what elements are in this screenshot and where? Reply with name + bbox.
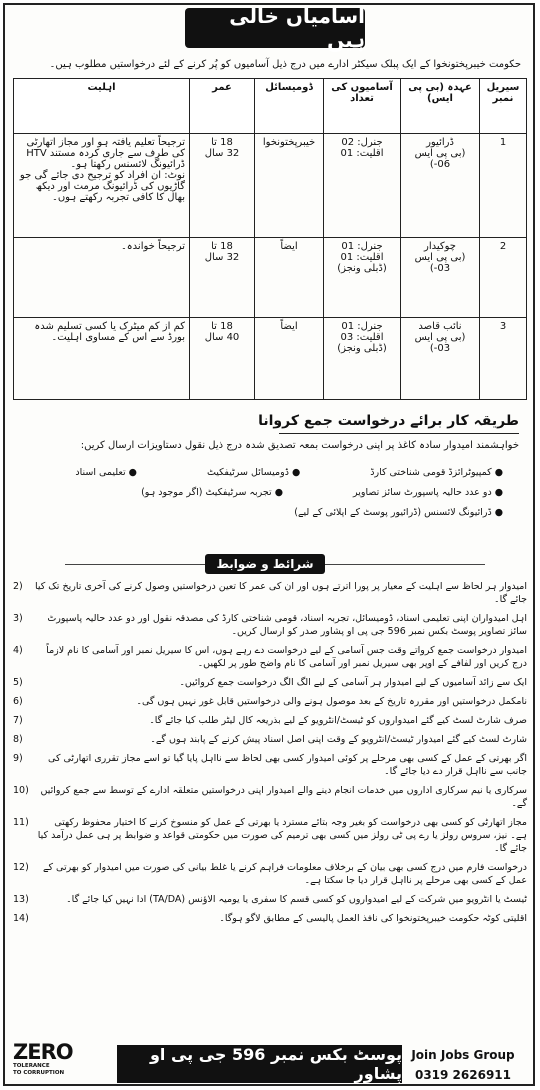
rule-text: امیدوار ہر لحاظ سے اہلیت کے معیار پر پورا اترتے ہوں اور ان کی عمر کا تعین درخواستیں وصول کرنے کی آخری تاریخ تک کیا جائے گا۔: [34, 581, 527, 605]
rule-item: [13, 676, 527, 689]
rule-item: [13, 714, 527, 727]
cell-serial: 1: [480, 134, 527, 238]
rule-number: 5): [13, 677, 23, 688]
rule-number: 7): [13, 715, 23, 726]
cell-vacancies: جنرل: 02 اقلیت: 01: [324, 134, 401, 238]
rule-item: [13, 861, 527, 887]
rule-number: 9): [13, 753, 23, 764]
header-domicile: ڈومیسائل: [255, 79, 324, 134]
cell-vacancies: جنرل: 01 اقلیت: 01 (ڈبلی ونجز): [324, 238, 401, 318]
cell-age: 18 تا 32 سال: [190, 134, 255, 238]
header-post: عہدہ (بی پی ایس): [401, 79, 480, 134]
cell-qualification: ترجیحاً خواندہ۔: [14, 238, 190, 318]
rule-item: [13, 912, 527, 925]
conditions-heading: شرائط و ضوابط: [205, 554, 325, 574]
table-header-row: [14, 79, 527, 134]
document-item: ● ڈرائیونگ لائسنس (ڈرائیور پوسٹ کے اپلائی کے لیے): [294, 507, 503, 518]
intro-text: حکومت خیبرپختونخوا کے ایک پبلک سیکٹر ادارے میں درج ذیل آسامیوں کو پُر کرنے کے لئے درخواستیں مطلوب ہیں۔: [49, 59, 521, 70]
rule-text: شارٹ لسٹ کیے گئے امیدوار ٹیسٹ/انٹرویو کے وقت اپنی اصل اسناد پیش کرنے کے پابند ہوں گے۔: [150, 734, 527, 745]
rule-number: 14): [13, 913, 29, 924]
page-title: آسامیاں خالی ہیں: [185, 8, 365, 48]
rule-item: [13, 752, 527, 778]
vacancies-table: [13, 78, 527, 400]
header-serial: سیریل نمبر: [480, 79, 527, 134]
cell-post: نائب قاصد (بی پی ایس 03-): [401, 318, 480, 400]
rule-item: [13, 612, 527, 638]
rule-number: 8): [13, 734, 23, 745]
rule-text: اگر بھرتی کے عمل کے کسی بھی مرحلے پر کوئی امیدوار کسی بھی لحاظ سے نااہل پایا گیا تو اسے مجاز تقرری اتھارٹی کی جانب سے نااہل قرار دے دیا جائے گا۔: [48, 753, 527, 777]
rule-text: سرکاری یا نیم سرکاری اداروں میں خدمات انجام دینے والے امیدوار اپنی درخواستیں متعلقہ ادارے کے توسط سے جمع کروائیں گے۔: [40, 785, 527, 809]
join-group-name: Join Jobs Group: [411, 1048, 515, 1062]
rule-item: [13, 580, 527, 606]
rule-item: [13, 784, 527, 810]
table-row: [14, 238, 527, 318]
header-qualification: اہلیت: [14, 79, 190, 134]
rule-text: اقلیتی کوٹہ حکومت خیبرپختونخوا کی نافذ العمل پالیسی کے مطابق لاگو ہوگا۔: [219, 913, 527, 924]
cell-qualification: کم از کم میٹرک یا کسی تسلیم شدہ بورڈ سے اس کے مساوی اہلیت۔: [14, 318, 190, 400]
rule-text: ایک سے زائد آسامیوں کے لیے امیدوار ہر آسامی کے لیے الگ الگ درخواست جمع کروائیں۔: [179, 677, 527, 688]
heading-underline: [279, 433, 519, 434]
rule-text: صرف شارٹ لسٹ کیے گئے امیدواروں کو ٹیسٹ/انٹرویو کے لیے بذریعہ کال لیٹر طلب کیا جائے گا۔: [149, 715, 527, 726]
join-group: [399, 1045, 527, 1085]
cell-serial: 2: [480, 238, 527, 318]
rule-text: امیدوار درخواست جمع کرواتے وقت جس آسامی کے لیے درخواست دے رہے ہوں، اس کا سیریل نمبر اور آسامی کا نام لازماً درج کریں اور لفافے کے اوپر بھی سیریل نمبر اور آسامی کا نام واضح طور پر لکھیں۔: [46, 645, 527, 669]
document-item: ● کمپیوٹرائزڈ قومی شناختی کارڈ: [370, 467, 503, 478]
cell-qualification: ترجیحاً تعلیم یافتہ ہو اور مجاز اتھارٹی کی طرف سے جاری کردہ مستند HTV ڈرائیونگ لائسنس رکھتا ہو۔ نوٹ: ان افراد کو ترجیح دی جائے گی جو گاڑیوں کی ڈرائیونگ مرمت اور دیکھ بھال کا کافی تجربہ رکھتے ہوں۔: [14, 134, 190, 238]
cell-age: 18 تا 40 سال: [190, 318, 255, 400]
cell-serial: 3: [480, 318, 527, 400]
header-age: عمر: [190, 79, 255, 134]
rule-number: 13): [13, 894, 29, 905]
cell-domicile: ایضاً: [255, 238, 324, 318]
cell-age: 18 تا 32 سال: [190, 238, 255, 318]
rule-number: 6): [13, 696, 23, 707]
header-vacancies: آسامیوں کی تعداد: [324, 79, 401, 134]
rule-number: 12): [13, 862, 29, 873]
rule-text: ٹیسٹ یا انٹرویو میں شرکت کے لیے امیدواروں کو کسی قسم کا سفری یا یومیہ الاؤنس (TA/DA) ادا نہیں کیا جائے گا۔: [66, 894, 527, 905]
cell-vacancies: جنرل: 01 اقلیت: 03 (ڈبلی ونجز): [324, 318, 401, 400]
job-advertisement: [3, 3, 535, 1086]
apply-text: خواہشمند امیدوار سادہ کاغذ پر اپنی درخواست بمعہ تصدیق شدہ درج ذیل نقول دستاویزات ارسال کریں:: [80, 440, 519, 451]
apply-heading: طریقہ کار برائے درخواست جمع کروانا: [258, 413, 519, 429]
rule-number: 3): [13, 613, 23, 624]
cell-domicile: ایضاً: [255, 318, 324, 400]
rule-number: 10): [13, 785, 29, 796]
rule-item: [13, 733, 527, 746]
zero-tolerance-logo: ZERO TOLERANCE TO CORRUPTION: [13, 1040, 73, 1076]
document-item: ● تعلیمی اسناد: [75, 467, 137, 478]
rule-text: درخواست فارم میں درج کسی بھی بیان کے برخلاف معلومات فراہم کرنے یا غلط بیانی کی صورت میں امیدوار کو بھرتی کے عمل کے کسی بھی مرحلے پر نااہل قرار دیا جا سکتا ہے۔: [42, 862, 527, 886]
rule-number: 11): [13, 817, 29, 828]
join-group-phone: 0319 2626911: [414, 1068, 512, 1082]
table-row: [14, 134, 527, 238]
document-item: ● ڈومیسائل سرٹیفکیٹ: [206, 467, 301, 478]
cell-post: چوکیدار (بی پی ایس 03-): [401, 238, 480, 318]
table-row: [14, 318, 527, 400]
rule-number: 2): [13, 581, 23, 592]
cell-post: ڈرائیور (بی پی ایس 06-): [401, 134, 480, 238]
documents-list: [23, 463, 503, 523]
rule-item: [13, 816, 527, 855]
rule-item: [13, 695, 527, 708]
rule-text: نامکمل درخواستیں اور مقررہ تاریخ کے بعد موصول ہونے والی درخواستیں قابل غور نہیں ہوں گی۔: [136, 696, 527, 707]
document-item: ● دو عدد حالیہ پاسپورٹ سائز تصاویر: [352, 487, 503, 498]
post-box-address: پوسٹ بکس نمبر 596 جی پی او پشاور: [117, 1045, 402, 1083]
document-item: ● تجربہ سرٹیفکیٹ (اگر موجود ہو): [141, 487, 283, 498]
cell-domicile: خیبرپختونخوا: [255, 134, 324, 238]
rule-text: مجاز اتھارٹی کو کسی بھی درخواست کو بغیر وجہ بتائے مسترد یا بھرتی کے عمل کو منسوخ کرنے کا اختیار محفوظ رکھتی ہے۔ نیز، سروس رولز یا رے پی ٹی رولز میں کسی بھی ترمیم کی صورت میں حکومتی قواعد و ضوابط پر ہی عمل درآمد کیا جائے گا۔: [37, 817, 527, 854]
rule-number: 4): [13, 645, 23, 656]
rule-item: [13, 893, 527, 906]
rules-list: [13, 580, 527, 931]
rule-text: اہل امیدواران اپنی تعلیمی اسناد، ڈومیسائل، تجربہ اسناد، قومی شناختی کارڈ کی مصدقہ نقول اور دو عدد حالیہ پاسپورٹ سائز تصاویر پوسٹ بکس نمبر 596 جی پی او پشاور صدر کو ارسال کریں۔: [47, 613, 527, 637]
rule-item: [13, 644, 527, 670]
